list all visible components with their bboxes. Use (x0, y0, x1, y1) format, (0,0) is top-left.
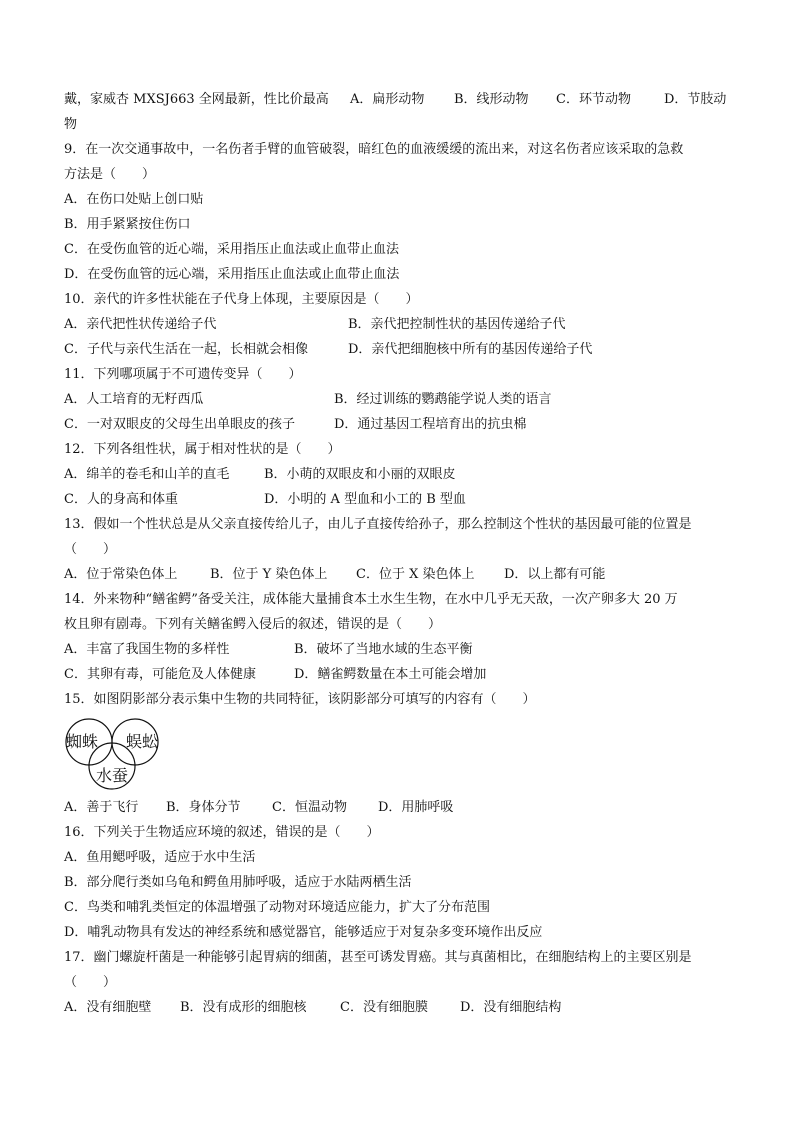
venn-label-bottom: 水蚕 (96, 766, 129, 785)
q17-option-d: D．没有细胞结构 (460, 1000, 562, 1015)
q13-option-c: C．位于 X 染色体上 (356, 567, 475, 582)
q12-option-d: D．小明的 A 型血和小工的 B 型血 (264, 492, 466, 507)
q17-option-c: C．没有细胞膜 (340, 1000, 428, 1015)
q16-option-c: C．鸟类和哺乳类恒定的体温增强了动物对环境适应能力，扩大了分布范围 (64, 900, 490, 915)
q13-stem-2: （ ） (64, 542, 117, 557)
q8-option-d: D．节肢动 (664, 92, 727, 107)
q15-option-a: A．善于飞行 (64, 800, 139, 815)
q12-option-b: B．小萌的双眼皮和小丽的双眼皮 (264, 467, 456, 482)
q16-option-d: D．哺乳动物具有发达的神经系统和感觉器官，能够适应于对复杂多变环境作出反应 (64, 925, 543, 940)
venn-label-left: 蜘蛛 (66, 732, 99, 751)
q17-option-a: A．没有细胞壁 (64, 1000, 152, 1015)
venn-label-right: 蜈蚣 (126, 732, 159, 751)
q14-stem-1: 14．外来物种“鳝雀鳄”备受关注，成体能大量捕食本土水生生物，在水中几乎无天敌，一次产卵多大 20 万 (64, 592, 678, 607)
q9-option-c: C．在受伤血管的近心端，采用指压止血法或止血带止血法 (64, 242, 399, 257)
q10-option-c: C．子代与亲代生活在一起，长相就会相像 (64, 342, 308, 357)
q17-stem-2: （ ） (64, 975, 117, 990)
header-text: 戴，家威杏 MXSJ663 全网最新，性比价最高 (64, 92, 329, 107)
q10-option-b: B．亲代把控制性状的基因传递给子代 (348, 317, 566, 332)
q15-option-c: C．恒温动物 (272, 800, 347, 815)
q10-option-d: D．亲代把细胞核中所有的基因传递给子代 (348, 342, 593, 357)
q9-stem-1: 9．在一次交通事故中，一名伤者手臂的血管破裂，暗红色的血液缓缓的流出来，对这名伤者应该采取的急救 (64, 142, 684, 157)
q10-option-a: A．亲代把性状传递给子代 (64, 317, 217, 332)
q15-option-b: B．身体分节 (166, 800, 241, 815)
q11-option-a: A．人工培育的无籽西瓜 (64, 392, 204, 407)
q13-stem-1: 13．假如一个性状总是从父亲直接传给儿子，由儿子直接传给孙子，那么控制这个性状的基因最可能的位置是 (64, 517, 692, 532)
q16-option-b: B．部分爬行类如乌龟和鳄鱼用肺呼吸，适应于水陆两栖生活 (64, 875, 412, 890)
q17-stem-1: 17．幽门螺旋杆菌是一种能够引起胃病的细菌，甚至可诱发胃癌。其与真菌相比，在细胞结构上的主要区别是 (64, 950, 692, 965)
q9-option-d: D．在受伤血管的远心端，采用指压止血法或止血带止血法 (64, 267, 400, 282)
q12-stem: 12．下列各组性状，属于相对性状的是（ ） (64, 442, 341, 457)
q8-option-b: B．线形动物 (454, 92, 529, 107)
q11-stem: 11．下列哪项属于不可遗传变异（ ） (64, 367, 302, 382)
q14-option-b: B．破坏了当地水域的生态平衡 (294, 642, 473, 657)
q13-option-d: D．以上都有可能 (504, 567, 606, 582)
q14-option-c: C．其卵有毒，可能危及人体健康 (64, 667, 256, 682)
q13-option-b: B．位于 Y 染色体上 (210, 567, 328, 582)
q16-stem: 16．下列关于生物适应环境的叙述，错误的是（ ） (64, 825, 380, 840)
q9-stem-2: 方法是（ ） (64, 167, 156, 182)
q12-option-c: C．人的身高和体重 (64, 492, 178, 507)
q16-option-a: A．鱼用鳃呼吸，适应于水中生活 (64, 850, 256, 865)
q10-stem: 10．亲代的许多性状能在子代身上体现，主要原因是（ ） (64, 292, 419, 307)
q11-option-c: C．一对双眼皮的父母生出单眼皮的孩子 (64, 417, 295, 432)
q8-option-a: A．扁形动物 (350, 92, 425, 107)
q14-option-a: A．丰富了我国生物的多样性 (64, 642, 230, 657)
venn-diagram (62, 718, 172, 792)
q14-option-d: D．鳝雀鳄数量在本土可能会增加 (294, 667, 487, 682)
q8-continuation: 物 (64, 117, 78, 132)
q17-option-b: B．没有成形的细胞核 (180, 1000, 307, 1015)
q9-option-b: B．用手紧紧按住伤口 (64, 217, 191, 232)
q8-option-c: C．环节动物 (556, 92, 631, 107)
q14-stem-2: 枚且卵有剧毒。下列有关鳝雀鳄入侵后的叙述，错误的是（ ） (64, 617, 442, 632)
q15-option-d: D．用肺呼吸 (378, 800, 454, 815)
q13-option-a: A．位于常染色体上 (64, 567, 178, 582)
q11-option-b: B．经过训练的鹦鹉能学说人类的语言 (334, 392, 552, 407)
q15-stem: 15．如图阴影部分表示集中生物的共同特征，该阴影部分可填写的内容有（ ） (64, 692, 536, 707)
q12-option-a: A．绵羊的卷毛和山羊的直毛 (64, 467, 230, 482)
q9-option-a: A．在伤口处贴上创口贴 (64, 192, 204, 207)
q11-option-d: D．通过基因工程培育出的抗虫棉 (334, 417, 527, 432)
